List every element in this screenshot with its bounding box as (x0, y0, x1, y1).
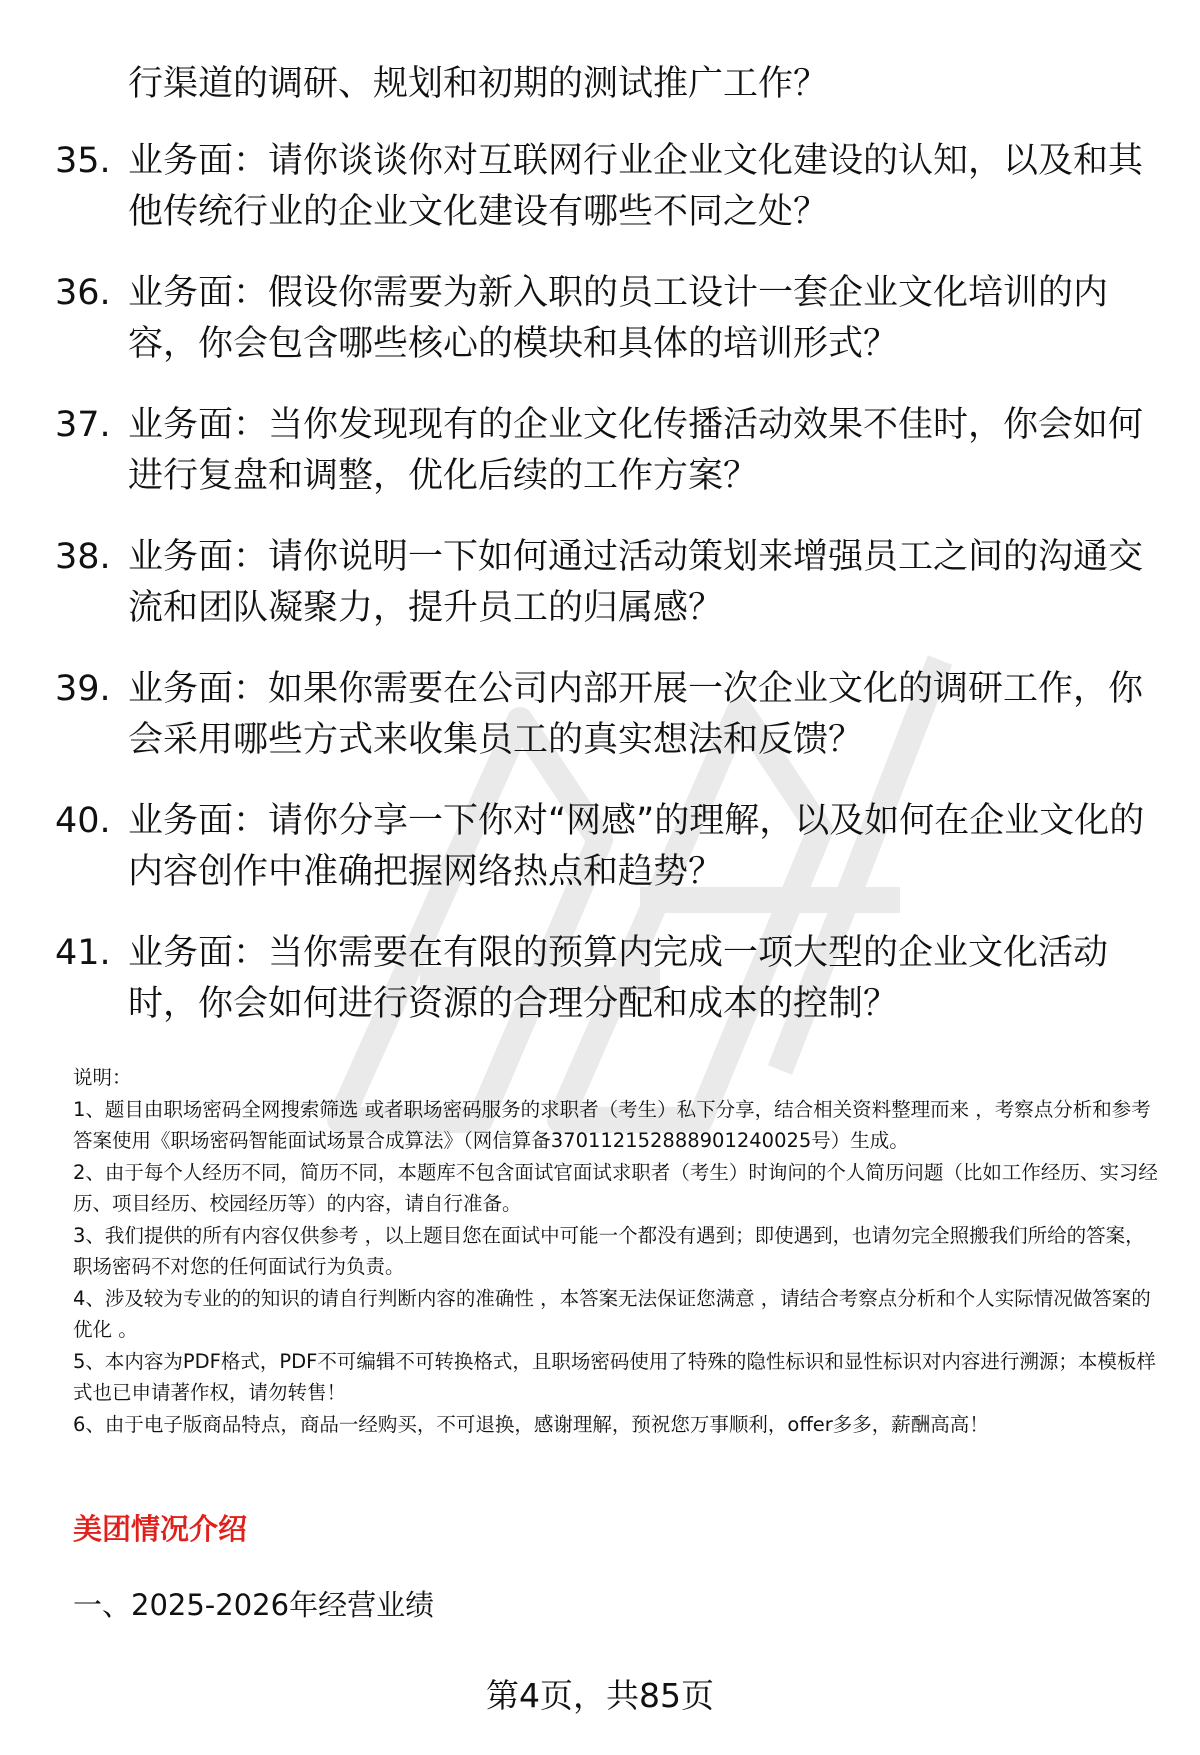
question-text: 业务面：请你谈谈你对互联网行业企业文化建设的认知，以及和其他传统行业的企业文化建设有哪些不同之处？ (128, 141, 1144, 232)
question-number: 38. (55, 537, 111, 577)
question-number: 39. (55, 669, 111, 709)
question-item (55, 664, 1165, 766)
page-footer: 第4页，共85页 (486, 1676, 714, 1715)
subsection-title: 一、2025-2026年经营业绩 (73, 1588, 435, 1622)
question-item (55, 136, 1165, 238)
section-title: 美团情况介绍 (73, 1512, 248, 1546)
note-item: 5、本内容为PDF格式，PDF不可编辑不可转换格式，且职场密码使用了特殊的隐性标识和显性标识对内容进行溯源；本模板样式也已申请著作权，请勿转售！ (73, 1349, 1156, 1404)
notes-block (73, 1062, 1158, 1440)
question-list (55, 58, 1165, 1060)
notes-heading: 说明： (73, 1066, 132, 1089)
note-item: 6、由于电子版商品特点，商品一经购买，不可退换，感谢理解，预祝您万事顺利，offer多多，薪酬高高！ (73, 1412, 989, 1436)
question-text: 业务面：请你说明一下如何通过活动策划来增强员工之间的沟通交流和团队凝聚力，提升员工的归属感？ (128, 537, 1144, 628)
note-item: 3、我们提供的所有内容仅供参考 ，以上题目您在面试中可能一个都没有遇到；即使遇到，也请勿完全照搬我们所给的答案，职场密码不对您的任何面试行为负责。 (73, 1223, 1145, 1278)
question-item (55, 268, 1165, 370)
question-item (55, 532, 1165, 634)
question-text: 业务面：如果你需要在公司内部开展一次企业文化的调研工作，你会采用哪些方式来收集员工的真实想法和反馈？ (128, 669, 1144, 760)
question-text: 业务面：请你分享一下你对“网感”的理解，以及如何在企业文化的内容创作中准确把握网络热点和趋势？ (128, 801, 1145, 892)
question-number: 41. (55, 933, 111, 973)
question-text: 业务面：当你需要在有限的预算内完成一项大型的企业文化活动时，你会如何进行资源的合理分配和成本的控制？ (128, 933, 1109, 1024)
question-number: 37. (55, 405, 111, 445)
question-item (55, 928, 1165, 1030)
note-item: 2、由于每个人经历不同，简历不同，本题库不包含面试官面试求职者（考生）时询问的个人简历问题（比如工作经历、实习经历、项目经历、校园经历等）的内容，请自行准备。 (73, 1160, 1158, 1215)
question-text: 业务面：当你发现现有的企业文化传播活动效果不佳时，你会如何进行复盘和调整，优化后续的工作方案？ (128, 405, 1144, 496)
question-number: 36. (55, 273, 111, 313)
question-continuation: 行渠道的调研、规划和初期的测试推广工作？ (128, 64, 829, 104)
question-number: 35. (55, 141, 111, 181)
note-item: 1、题目由职场密码全网搜索筛选 或者职场密码服务的求职者（考生）私下分享，结合相关资料整理而来 ，考察点分析和参考答案使用《职场密码智能面试场景合成算法》（网信算备370112152888901240025号）生成。 (73, 1097, 1151, 1152)
question-number: 40. (55, 801, 111, 841)
question-text: 业务面：假设你需要为新入职的员工设计一套企业文化培训的内容，你会包含哪些核心的模块和具体的培训形式？ (128, 273, 1109, 364)
question-item (55, 796, 1165, 898)
question-item (55, 400, 1165, 502)
note-item: 4、涉及较为专业的的知识的请自行判断内容的准确性 ，本答案无法保证您满意 ，请结合考察点分析和个人实际情况做答案的优化 。 (73, 1286, 1151, 1341)
